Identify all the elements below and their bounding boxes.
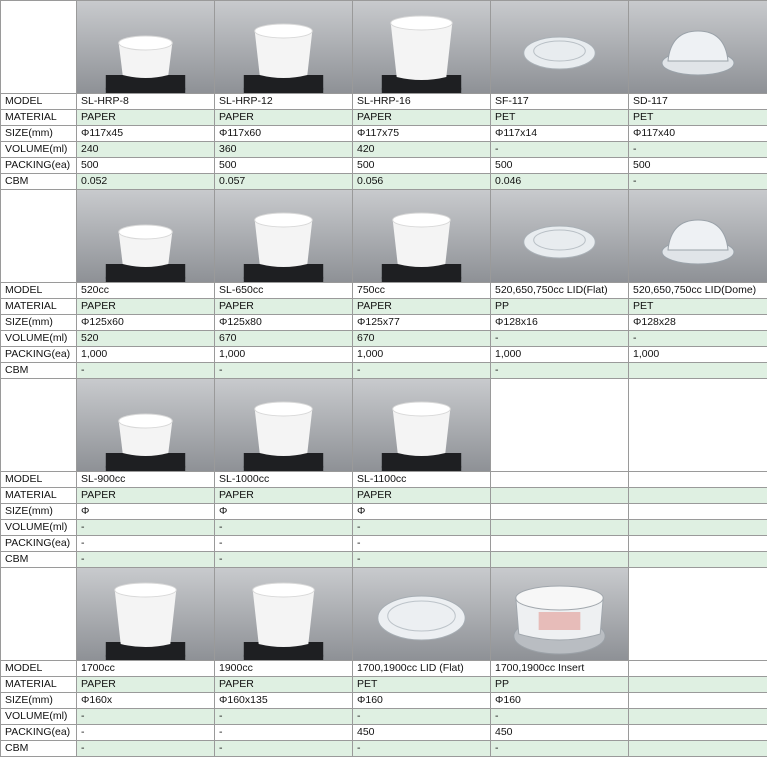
paper-bowl-tall-icon xyxy=(77,568,214,660)
material-cell: PP xyxy=(491,677,629,693)
material-cell: PAPER xyxy=(353,488,491,504)
row-label: VOLUME(ml) xyxy=(1,142,77,158)
cbm-cell: 0.056 xyxy=(353,174,491,190)
volume-cell: - xyxy=(629,331,767,347)
cbm-cell xyxy=(491,552,629,568)
size-cell: Φ125x60 xyxy=(77,315,215,331)
size-row xyxy=(1,126,767,142)
packing-cell: 1,000 xyxy=(77,347,215,363)
image-row xyxy=(1,379,767,472)
model-cell: SL-HRP-12 xyxy=(215,94,353,110)
volume-cell xyxy=(629,520,767,536)
packing-row xyxy=(1,725,767,741)
cbm-cell xyxy=(629,363,767,379)
model-row xyxy=(1,472,767,488)
packing-row xyxy=(1,347,767,363)
cbm-cell: - xyxy=(77,363,215,379)
row-label: SIZE(mm) xyxy=(1,126,77,142)
model-cell: SL-HRP-8 xyxy=(77,94,215,110)
packing-cell: 1,000 xyxy=(353,347,491,363)
flat-lid-icon xyxy=(491,1,628,93)
size-cell: Φ125x77 xyxy=(353,315,491,331)
packing-row xyxy=(1,158,767,174)
material-cell: PAPER xyxy=(77,677,215,693)
size-row xyxy=(1,693,767,709)
row-label: CBM xyxy=(1,174,77,190)
model-cell xyxy=(491,472,629,488)
packing-cell: 1,000 xyxy=(491,347,629,363)
material-cell: PAPER xyxy=(215,110,353,126)
model-cell: SL-900cc xyxy=(77,472,215,488)
size-cell: Φ160 xyxy=(491,693,629,709)
size-cell: Φ128x28 xyxy=(629,315,767,331)
product-image-cell xyxy=(629,379,767,472)
row-label: MODEL xyxy=(1,94,77,110)
size-cell: Φ128x16 xyxy=(491,315,629,331)
size-cell: Φ117x75 xyxy=(353,126,491,142)
size-row xyxy=(1,315,767,331)
size-cell: Φ117x14 xyxy=(491,126,629,142)
material-cell: PAPER xyxy=(77,488,215,504)
product-image-cell xyxy=(491,1,629,94)
cbm-cell: - xyxy=(629,174,767,190)
paper-bowl-low-icon xyxy=(77,1,214,93)
row-label: MODEL xyxy=(1,472,77,488)
paper-bowl-mid-icon xyxy=(215,379,352,471)
product-image-cell xyxy=(215,379,353,472)
volume-cell: - xyxy=(353,709,491,725)
row-label: VOLUME(ml) xyxy=(1,520,77,536)
material-row xyxy=(1,488,767,504)
volume-cell xyxy=(629,709,767,725)
product-image-cell xyxy=(353,568,491,661)
corner-cell xyxy=(1,190,77,283)
size-cell: Φ117x40 xyxy=(629,126,767,142)
packing-cell: 500 xyxy=(215,158,353,174)
volume-cell: - xyxy=(629,142,767,158)
model-cell: SF-117 xyxy=(491,94,629,110)
cbm-cell: 0.046 xyxy=(491,174,629,190)
size-cell: Φ125x80 xyxy=(215,315,353,331)
row-label: SIZE(mm) xyxy=(1,693,77,709)
product-image-cell xyxy=(491,568,629,661)
volume-cell: - xyxy=(491,709,629,725)
packing-cell: - xyxy=(77,536,215,552)
model-row xyxy=(1,94,767,110)
cbm-cell: - xyxy=(77,552,215,568)
size-cell: Φ xyxy=(77,504,215,520)
packing-cell: 500 xyxy=(491,158,629,174)
cbm-cell: - xyxy=(491,741,629,757)
model-cell: SL-HRP-16 xyxy=(353,94,491,110)
corner-cell xyxy=(1,568,77,661)
large-flat-lid-icon xyxy=(353,568,490,660)
size-cell xyxy=(491,504,629,520)
volume-cell: - xyxy=(353,520,491,536)
model-cell: SL-650cc xyxy=(215,283,353,299)
model-cell: 1700,1900cc LID (Flat) xyxy=(353,661,491,677)
volume-cell: - xyxy=(215,520,353,536)
material-cell: PAPER xyxy=(215,677,353,693)
volume-cell: 670 xyxy=(353,331,491,347)
volume-cell: 240 xyxy=(77,142,215,158)
cbm-cell: - xyxy=(215,741,353,757)
material-cell: PAPER xyxy=(77,110,215,126)
corner-cell xyxy=(1,1,77,94)
product-image-cell xyxy=(491,190,629,283)
row-label: MATERIAL xyxy=(1,488,77,504)
packing-cell xyxy=(491,536,629,552)
row-label: PACKING(ea) xyxy=(1,725,77,741)
material-cell: PET xyxy=(629,299,767,315)
volume-row xyxy=(1,709,767,725)
volume-cell xyxy=(491,520,629,536)
material-cell xyxy=(629,677,767,693)
volume-row xyxy=(1,331,767,347)
product-image-cell xyxy=(77,568,215,661)
packing-cell: - xyxy=(215,725,353,741)
volume-cell: - xyxy=(77,520,215,536)
paper-bowl-low-icon xyxy=(77,379,214,471)
row-label: PACKING(ea) xyxy=(1,536,77,552)
product-image-cell xyxy=(353,1,491,94)
row-label: CBM xyxy=(1,552,77,568)
packing-cell xyxy=(629,536,767,552)
packing-cell: 500 xyxy=(77,158,215,174)
size-cell: Φ xyxy=(353,504,491,520)
paper-bowl-low-icon xyxy=(77,190,214,282)
packing-cell: - xyxy=(215,536,353,552)
product-image-cell xyxy=(629,1,767,94)
cbm-row xyxy=(1,741,767,757)
dome-lid-icon xyxy=(629,1,767,93)
model-cell: 520,650,750cc LID(Dome) xyxy=(629,283,767,299)
cbm-row xyxy=(1,552,767,568)
packing-cell: 1,000 xyxy=(629,347,767,363)
model-row xyxy=(1,661,767,677)
size-cell: Φ117x60 xyxy=(215,126,353,142)
volume-cell: - xyxy=(491,331,629,347)
packing-cell: 450 xyxy=(491,725,629,741)
volume-row xyxy=(1,520,767,536)
packing-cell: 450 xyxy=(353,725,491,741)
packing-cell: - xyxy=(353,536,491,552)
product-image-cell xyxy=(77,1,215,94)
row-label: MATERIAL xyxy=(1,677,77,693)
product-image-cell xyxy=(215,1,353,94)
product-image-cell xyxy=(629,190,767,283)
paper-bowl-mid-icon xyxy=(215,1,352,93)
cbm-cell: - xyxy=(353,363,491,379)
material-cell xyxy=(491,488,629,504)
cbm-row xyxy=(1,363,767,379)
volume-cell: 520 xyxy=(77,331,215,347)
material-cell: PAPER xyxy=(353,110,491,126)
row-label: MATERIAL xyxy=(1,110,77,126)
size-cell: Φ xyxy=(215,504,353,520)
image-row xyxy=(1,190,767,283)
size-cell xyxy=(629,693,767,709)
row-label: MODEL xyxy=(1,661,77,677)
image-row xyxy=(1,1,767,94)
cbm-cell: - xyxy=(353,552,491,568)
corner-cell xyxy=(1,379,77,472)
material-cell: PAPER xyxy=(215,488,353,504)
model-cell: 1900cc xyxy=(215,661,353,677)
cbm-row xyxy=(1,174,767,190)
product-image-cell xyxy=(491,379,629,472)
paper-bowl-tall-icon xyxy=(215,568,352,660)
model-cell: SL-1000cc xyxy=(215,472,353,488)
material-cell: PAPER xyxy=(215,299,353,315)
product-image-cell xyxy=(629,568,767,661)
product-image-cell xyxy=(77,190,215,283)
flat-lid-icon xyxy=(491,190,628,282)
size-cell xyxy=(629,504,767,520)
cbm-cell xyxy=(629,741,767,757)
paper-bowl-mid-icon xyxy=(353,379,490,471)
model-cell: 750cc xyxy=(353,283,491,299)
dome-lid-icon xyxy=(629,190,767,282)
model-cell: 1700,1900cc Insert xyxy=(491,661,629,677)
material-cell: PET xyxy=(353,677,491,693)
row-label: SIZE(mm) xyxy=(1,504,77,520)
product-image-cell xyxy=(353,379,491,472)
model-cell: 520,650,750cc LID(Flat) xyxy=(491,283,629,299)
cbm-cell: - xyxy=(77,741,215,757)
row-label: MATERIAL xyxy=(1,299,77,315)
paper-bowl-mid-icon xyxy=(353,190,490,282)
cbm-cell: 0.052 xyxy=(77,174,215,190)
material-row xyxy=(1,299,767,315)
material-row xyxy=(1,110,767,126)
row-label: CBM xyxy=(1,363,77,379)
cbm-cell: - xyxy=(215,363,353,379)
packing-cell: 500 xyxy=(353,158,491,174)
row-label: PACKING(ea) xyxy=(1,347,77,363)
cbm-cell: - xyxy=(215,552,353,568)
row-label: CBM xyxy=(1,741,77,757)
cbm-cell xyxy=(629,552,767,568)
packing-row xyxy=(1,536,767,552)
packing-cell: 1,000 xyxy=(215,347,353,363)
cbm-cell: 0.057 xyxy=(215,174,353,190)
packing-cell: - xyxy=(77,725,215,741)
packing-cell: 500 xyxy=(629,158,767,174)
volume-cell: 670 xyxy=(215,331,353,347)
volume-cell: - xyxy=(491,142,629,158)
size-cell: Φ117x45 xyxy=(77,126,215,142)
cbm-cell: - xyxy=(353,741,491,757)
image-row xyxy=(1,568,767,661)
product-image-cell xyxy=(353,190,491,283)
volume-cell: - xyxy=(215,709,353,725)
product-image-cell xyxy=(215,190,353,283)
size-cell: Φ160x xyxy=(77,693,215,709)
packing-cell xyxy=(629,725,767,741)
material-cell: PAPER xyxy=(77,299,215,315)
model-row xyxy=(1,283,767,299)
row-label: VOLUME(ml) xyxy=(1,709,77,725)
material-row xyxy=(1,677,767,693)
material-cell: PET xyxy=(629,110,767,126)
row-label: MODEL xyxy=(1,283,77,299)
volume-cell: - xyxy=(77,709,215,725)
row-label: PACKING(ea) xyxy=(1,158,77,174)
paper-bowl-mid-icon xyxy=(215,190,352,282)
volume-cell: 420 xyxy=(353,142,491,158)
paper-bowl-tall-icon xyxy=(353,1,490,93)
material-cell xyxy=(629,488,767,504)
model-cell: 520cc xyxy=(77,283,215,299)
material-cell: PP xyxy=(491,299,629,315)
material-cell: PAPER xyxy=(353,299,491,315)
volume-row xyxy=(1,142,767,158)
size-cell: Φ160x135 xyxy=(215,693,353,709)
insert-tray-icon xyxy=(491,568,628,660)
size-cell: Φ160 xyxy=(353,693,491,709)
row-label: VOLUME(ml) xyxy=(1,331,77,347)
cbm-cell: - xyxy=(491,363,629,379)
size-row xyxy=(1,504,767,520)
row-label: SIZE(mm) xyxy=(1,315,77,331)
product-image-cell xyxy=(215,568,353,661)
model-cell: SL-1100cc xyxy=(353,472,491,488)
model-cell: SD-117 xyxy=(629,94,767,110)
model-cell xyxy=(629,661,767,677)
material-cell: PET xyxy=(491,110,629,126)
model-cell: 1700cc xyxy=(77,661,215,677)
product-image-cell xyxy=(77,379,215,472)
model-cell xyxy=(629,472,767,488)
volume-cell: 360 xyxy=(215,142,353,158)
